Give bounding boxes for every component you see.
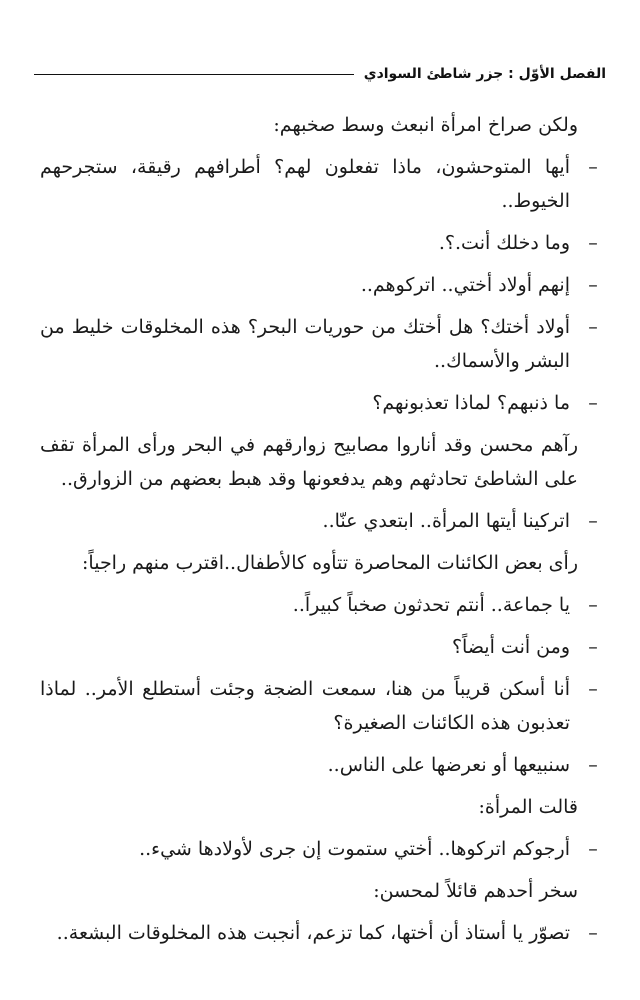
dialogue-text: وما دخلك أنت.؟. (438, 232, 570, 254)
chapter-title: الفصل الأوّل : جزر شاطئ السوادي (363, 66, 606, 82)
narration-paragraph: ولكن صراخ امرأة انبعث وسط صخبهم: (273, 114, 578, 136)
dialogue-dash: – (588, 678, 598, 700)
dialogue-dash: – (588, 636, 598, 658)
narration-paragraph: قالت المرأة: (478, 796, 578, 818)
narration-paragraph: رأى بعض الكائنات المحاصرة تتأوه كالأطفال..اقترب منهم راجياً: (82, 552, 578, 574)
dialogue-dash: – (588, 922, 598, 944)
dialogue-line (40, 226, 600, 260)
dialogue-line (40, 916, 600, 950)
dialogue-text: ما ذنبهم؟ لماذا تعذبونهم؟ (372, 392, 570, 414)
dialogue-line (40, 268, 600, 302)
dialogue-line (40, 748, 600, 782)
dialogue-dash: – (588, 156, 598, 178)
dialogue-dash: – (588, 392, 598, 414)
dialogue-text: أولاد أختك؟ هل أختك من حوريات البحر؟ هذه المخلوقات خليط من البشر والأسماك.. (40, 316, 570, 372)
body-text (40, 108, 600, 958)
running-header (34, 62, 606, 86)
dialogue-line (40, 504, 600, 538)
dialogue-dash: – (588, 316, 598, 338)
dialogue-text: إنهم أولاد أختي.. اتركوهم.. (360, 274, 570, 296)
dialogue-dash: – (588, 232, 598, 254)
header-rule (34, 74, 354, 75)
dialogue-text: ومن أنت أيضاً؟ (451, 636, 570, 658)
narration-paragraph: سخر أحدهم قائلاً لمحسن: (373, 880, 578, 902)
dialogue-dash: – (588, 754, 598, 776)
dialogue-line (40, 630, 600, 664)
dialogue-line (40, 588, 600, 622)
dialogue-text: تصوّر يا أستاذ أن أختها، كما تزعم، أنجبت هذه المخلوقات البشعة.. (56, 922, 570, 944)
dialogue-line (40, 672, 600, 740)
dialogue-dash: – (588, 274, 598, 296)
dialogue-text: أنا أسكن قريباً من هنا، سمعت الضجة وجئت أستطلع الأمر.. لماذا تعذبون هذه الكائنات الصغيرة؟ (40, 678, 570, 734)
dialogue-text: يا جماعة.. أنتم تحدثون صخباً كبيراً.. (292, 594, 570, 616)
dialogue-dash: – (588, 838, 598, 860)
dialogue-text: اتركينا أيتها المرأة.. ابتعدي عنّا.. (322, 510, 570, 532)
dialogue-dash: – (588, 594, 598, 616)
dialogue-text: أيها المتوحشون، ماذا تفعلون لهم؟ أطرافهم رقيقة، ستجرحهم الخيوط.. (40, 156, 570, 212)
dialogue-dash: – (588, 510, 598, 532)
narration-paragraph: رآهم محسن وقد أناروا مصابيح زوارقهم في البحر ورأى المرأة تقف على الشاطئ تحادثهم وهم يدفعونها وقد هبط بعضهم من الزوارق.. (40, 434, 578, 490)
dialogue-line (40, 386, 600, 420)
dialogue-line (40, 310, 600, 378)
dialogue-text: أرجوكم اتركوها.. أختي ستموت إن جرى لأولادها شيء.. (139, 838, 570, 860)
dialogue-line (40, 832, 600, 866)
dialogue-line (40, 150, 600, 218)
dialogue-text: سنبيعها أو نعرضها على الناس.. (327, 754, 570, 776)
